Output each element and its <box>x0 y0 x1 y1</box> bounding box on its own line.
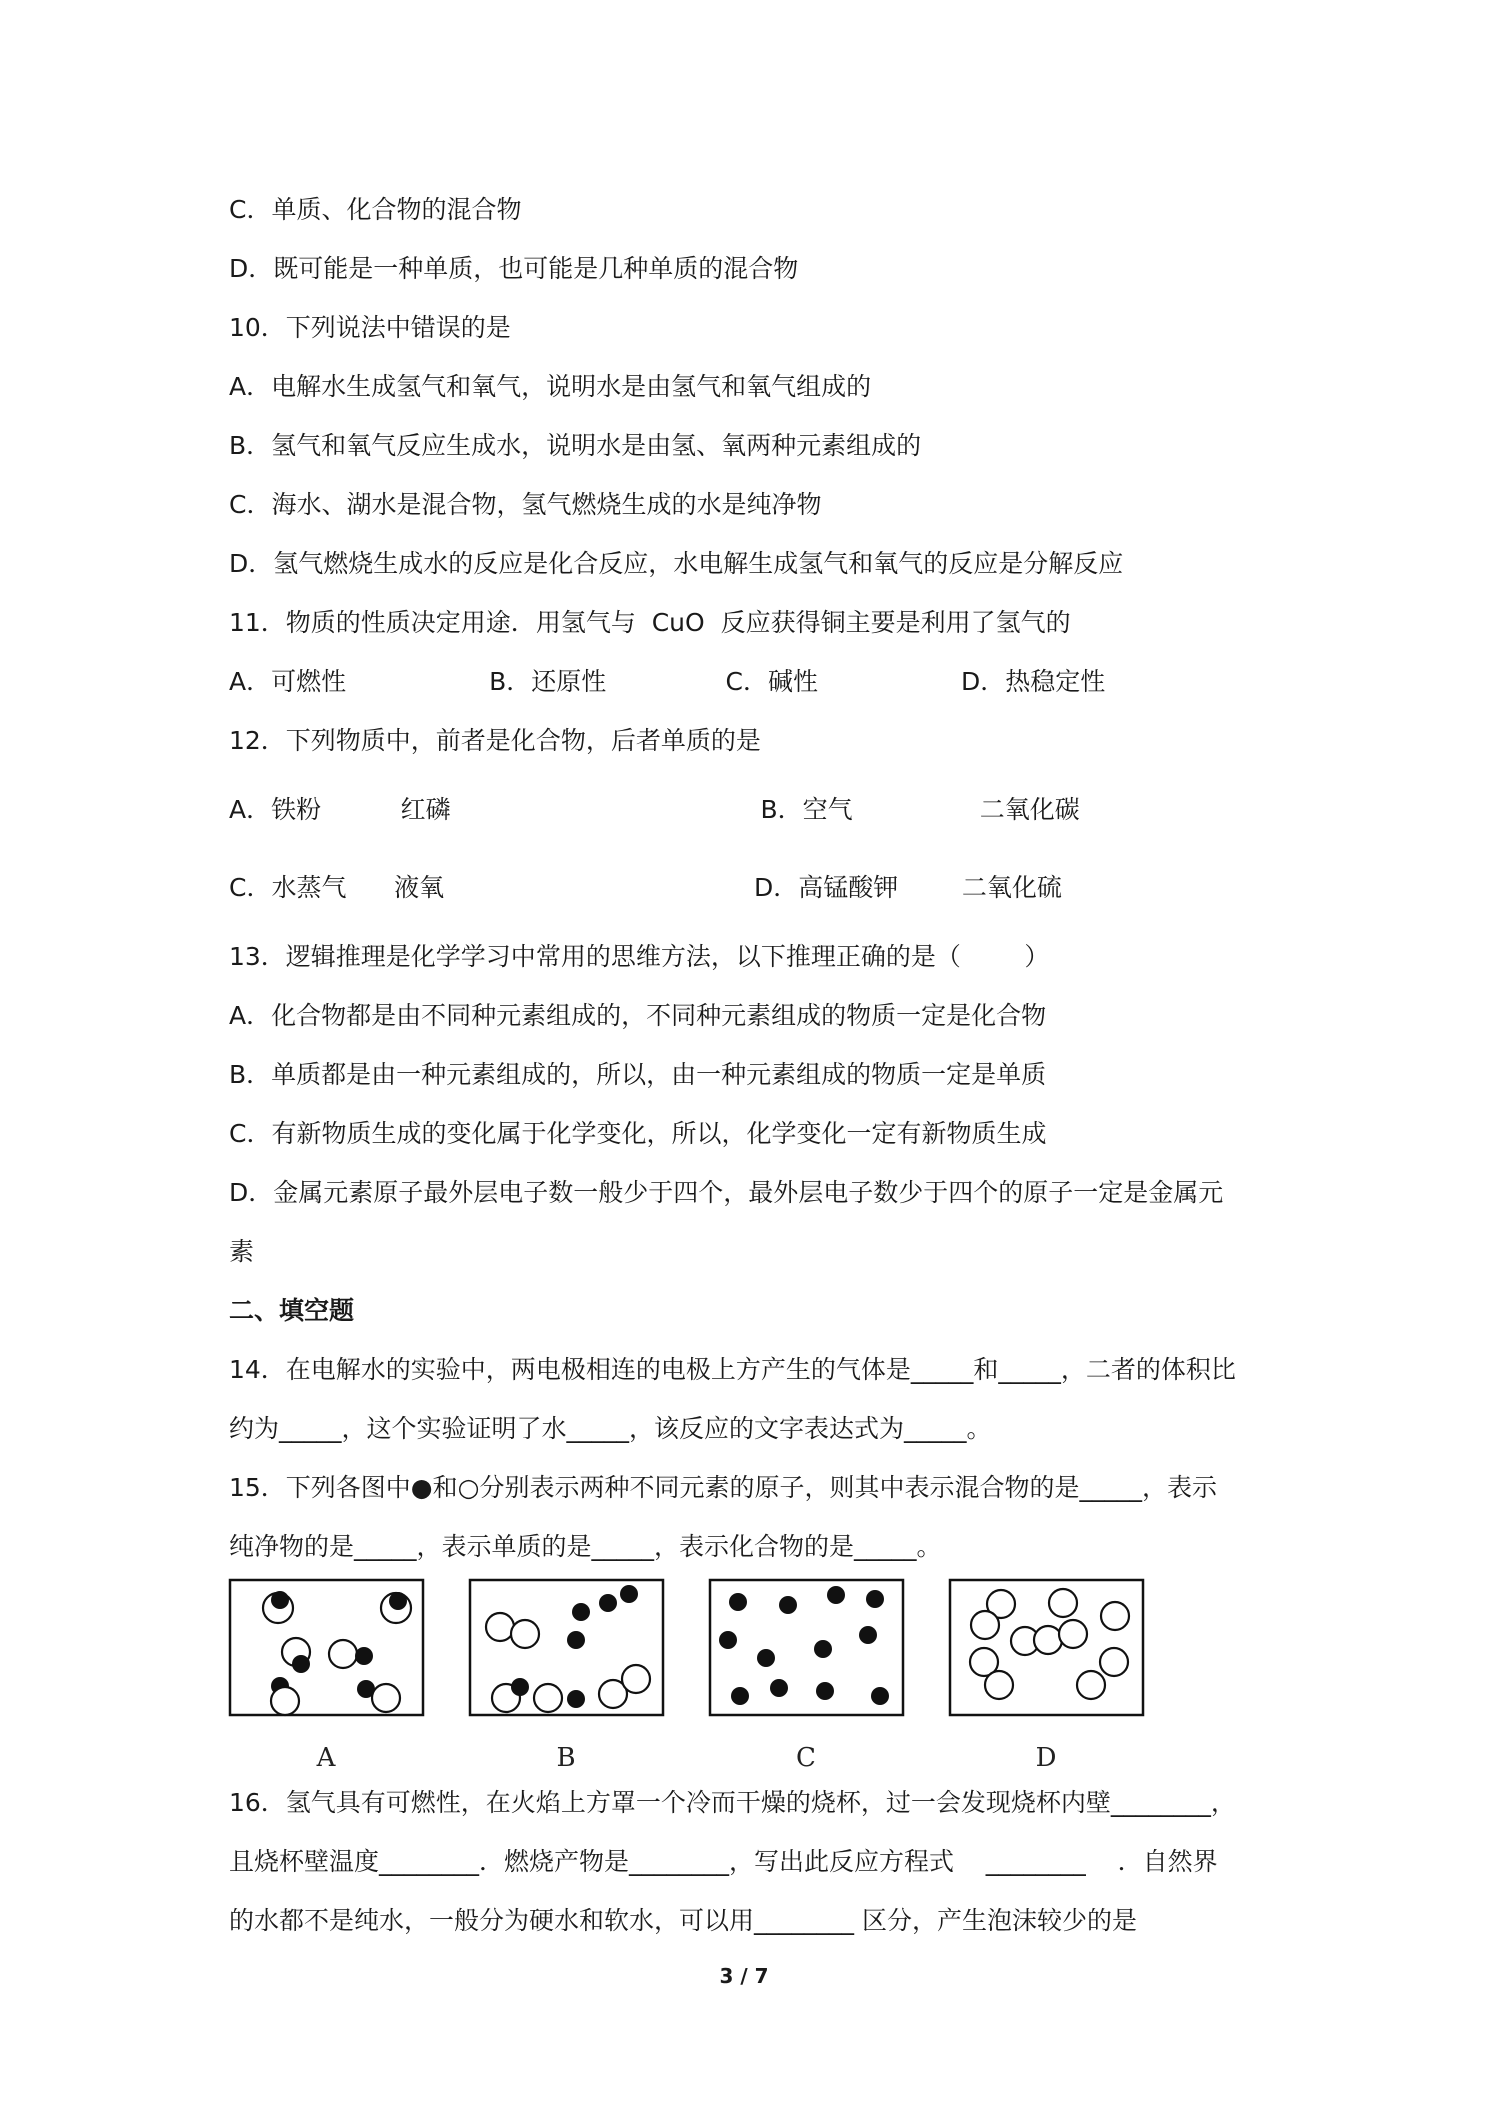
white-atom <box>1077 1671 1105 1699</box>
question-10: 10．下列说法中错误的是 <box>229 313 511 342</box>
diagram-label-a: A <box>316 1743 336 1770</box>
diagram-d <box>950 1580 1143 1715</box>
white-atom <box>329 1640 357 1668</box>
white-atom <box>971 1611 999 1639</box>
black-atom <box>719 1631 737 1649</box>
white-atom <box>985 1671 1013 1699</box>
question-14-cont: 约为_____，这个实验证明了水_____，该反应的文字表达式为_____。 <box>229 1414 992 1443</box>
white-atom <box>534 1684 562 1712</box>
diagram-b <box>470 1580 663 1715</box>
black-atom <box>389 1592 407 1610</box>
option-9d: D．既可能是一种单质，也可能是几种单质的混合物 <box>229 254 799 283</box>
section-heading-fill-in: 二、填空题 <box>229 1296 355 1325</box>
white-atom <box>271 1687 299 1715</box>
options-12-cd: C．水蒸气 液氧 D．高锰酸钾 二氧化硫 <box>229 873 1062 902</box>
page-number: 3 / 7 <box>719 1964 769 1988</box>
black-atom <box>567 1631 585 1649</box>
diagram-label-c: C <box>796 1743 816 1770</box>
option-10b: B．氢气和氧气反应生成水，说明水是由氢、氧两种元素组成的 <box>229 431 922 460</box>
white-atom <box>1049 1589 1077 1617</box>
black-atom <box>779 1596 797 1614</box>
option-13c: C．有新物质生成的变化属于化学变化，所以，化学变化一定有新物质生成 <box>229 1119 1047 1148</box>
option-10c: C．海水、湖水是混合物，氢气燃烧生成的水是纯净物 <box>229 490 822 519</box>
white-atom <box>622 1665 650 1693</box>
black-atom <box>271 1591 289 1609</box>
black-atom <box>731 1687 749 1705</box>
question-16-cont: 且烧杯壁温度________．燃烧产物是________，写出此反应方程式 ________ ．自然界 <box>229 1847 1218 1876</box>
black-atom <box>729 1593 747 1611</box>
black-atom <box>866 1590 884 1608</box>
question-16: 16．氢气具有可燃性，在火焰上方罩一个冷而干燥的烧杯，过一会发现烧杯内壁________， <box>229 1788 1236 1817</box>
white-atom <box>372 1684 400 1712</box>
option-9c: C．单质、化合物的混合物 <box>229 195 522 224</box>
options-11: A．可燃性 B．还原性 C．碱性 D．热稳定性 <box>229 667 1106 696</box>
black-atom <box>599 1594 617 1612</box>
white-atom <box>1101 1602 1129 1630</box>
black-atom <box>814 1640 832 1658</box>
question-15-cont: 纯净物的是_____，表示单质的是_____，表示化合物的是_____。 <box>229 1532 942 1561</box>
option-10a: A．电解水生成氢气和氧气，说明水是由氢气和氧气组成的 <box>229 372 872 401</box>
black-atom <box>871 1687 889 1705</box>
diagram-c <box>710 1580 903 1715</box>
options-12-ab: A．铁粉 红磷 B．空气 二氧化碳 <box>229 795 1080 824</box>
diagram-label-b: B <box>556 1743 576 1770</box>
question-13: 13．逻辑推理是化学学习中常用的思维方法，以下推理正确的是（ ） <box>229 942 1050 971</box>
white-atom <box>1059 1620 1087 1648</box>
black-atom <box>511 1678 529 1696</box>
white-atom <box>1100 1648 1128 1676</box>
black-atom <box>620 1585 638 1603</box>
black-atom <box>292 1655 310 1673</box>
black-atom <box>757 1649 775 1667</box>
option-13d-cont: 素 <box>229 1237 255 1266</box>
question-14: 14．在电解水的实验中，两电极相连的电极上方产生的气体是_____和_____，二者的体积比 <box>229 1355 1236 1384</box>
black-atom <box>816 1682 834 1700</box>
option-13a: A．化合物都是由不同种元素组成的，不同种元素组成的物质一定是化合物 <box>229 1001 1047 1030</box>
particle-diagrams <box>228 1570 1148 1770</box>
diagram-label-d: D <box>1035 1743 1057 1770</box>
option-13b: B．单质都是由一种元素组成的，所以，由一种元素组成的物质一定是单质 <box>229 1060 1047 1089</box>
black-atom <box>770 1679 788 1697</box>
white-atom <box>511 1620 539 1648</box>
white-atom <box>1034 1626 1062 1654</box>
white-atom <box>486 1613 514 1641</box>
black-atom <box>827 1586 845 1604</box>
option-13d: D．金属元素原子最外层电子数一般少于四个，最外层电子数少于四个的原子一定是金属元 <box>229 1178 1224 1207</box>
diagram-a <box>230 1580 423 1715</box>
black-atom <box>355 1647 373 1665</box>
black-atom <box>567 1690 585 1708</box>
question-12: 12．下列物质中，前者是化合物，后者单质的是 <box>229 726 761 755</box>
question-11: 11．物质的性质决定用途．用氢气与 CuO 反应获得铜主要是利用了氢气的 <box>229 608 1071 637</box>
black-atom <box>859 1626 877 1644</box>
option-10d: D．氢气燃烧生成水的反应是化合反应，水电解生成氢气和氧气的反应是分解反应 <box>229 549 1124 578</box>
black-atom <box>572 1603 590 1621</box>
question-16-cont2: 的水都不是纯水，一般分为硬水和软水，可以用________ 区分，产生泡沫较少的是 <box>229 1906 1137 1935</box>
question-15: 15．下列各图中●和○分别表示两种不同元素的原子，则其中表示混合物的是_____，表示 <box>229 1473 1217 1502</box>
